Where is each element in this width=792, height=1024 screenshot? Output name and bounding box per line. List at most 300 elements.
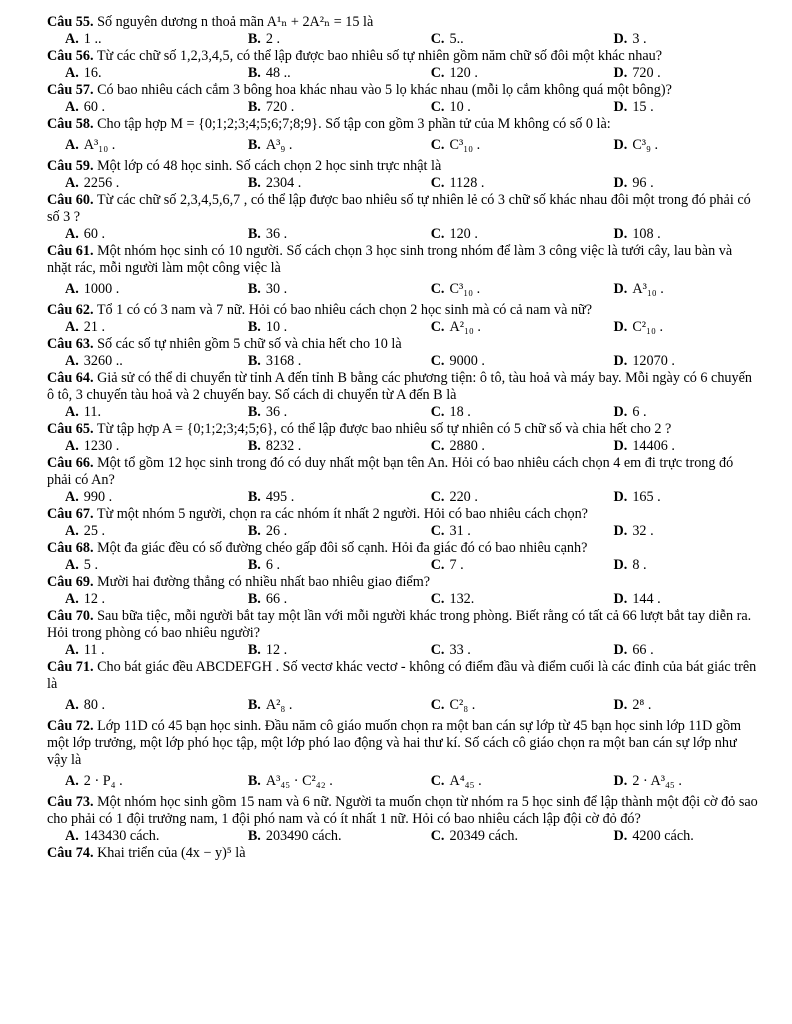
options-row xyxy=(47,353,759,370)
option-value: 18 . xyxy=(449,404,471,420)
option-value: 2 · A³₄₅ . xyxy=(632,773,682,789)
answer-option[interactable] xyxy=(47,591,230,608)
answer-option[interactable] xyxy=(230,438,413,455)
options-row xyxy=(47,693,759,718)
options-row xyxy=(47,642,759,659)
question xyxy=(47,794,759,845)
answer-option[interactable] xyxy=(413,226,596,243)
option-letter: C. xyxy=(430,281,445,297)
option-value: 165 . xyxy=(632,489,661,505)
option-letter: C. xyxy=(430,404,445,420)
option-letter: D. xyxy=(613,773,628,789)
answer-option[interactable] xyxy=(47,769,230,794)
option-value: 60 . xyxy=(83,226,106,242)
option-value: 10 . xyxy=(265,319,288,335)
answer-option[interactable] xyxy=(47,133,230,158)
options-row xyxy=(47,99,759,116)
option-value: A⁴₄₅ . xyxy=(449,773,482,789)
question-body: Lớp 11D có 45 bạn học sinh. Đầu năm cô giáo muốn chọn ra một ban cán sự lớp từ 45 bạn học sinh lớp 11D gồm một lớp trưởng, một lớp phó học tập, một lớp phó lao động và hai thư kí. Số cách cô giáo chọn ra một ban cán sự lớp như vậy là xyxy=(47,718,742,768)
question-text xyxy=(47,158,759,175)
option-value: 96 . xyxy=(632,175,654,191)
option-value: 2304 . xyxy=(265,175,302,191)
option-value: 2 . xyxy=(265,31,281,47)
option-letter: C. xyxy=(430,99,445,115)
option-value: 1128 . xyxy=(449,175,485,191)
option-letter: D. xyxy=(613,404,628,420)
question-number: Câu 61. xyxy=(47,243,94,259)
option-value: 120 . xyxy=(449,226,478,242)
option-letter: D. xyxy=(613,557,628,573)
option-letter: D. xyxy=(613,697,628,713)
answer-option[interactable] xyxy=(413,404,596,421)
answer-option[interactable] xyxy=(596,591,759,608)
question xyxy=(47,243,759,302)
option-value: C²₁₀ . xyxy=(632,319,664,335)
question xyxy=(47,14,759,48)
answer-option[interactable] xyxy=(413,353,596,370)
question-body: Cho tập hợp M = {0;1;2;3;4;5;6;7;8;9}. Số tập con gồm 3 phần tử của M không có số 0 là: xyxy=(97,116,611,132)
answer-option[interactable] xyxy=(230,489,413,506)
option-value: 220 . xyxy=(449,489,478,505)
option-value: 9000 . xyxy=(449,353,485,369)
answer-option[interactable] xyxy=(47,828,230,845)
question xyxy=(47,302,759,336)
answer-option[interactable] xyxy=(596,226,759,243)
question-text xyxy=(47,540,759,557)
option-letter: C. xyxy=(430,137,445,153)
answer-option[interactable] xyxy=(230,693,413,718)
answer-option[interactable] xyxy=(47,65,230,82)
option-letter: D. xyxy=(613,226,628,242)
option-value: 720 . xyxy=(265,99,295,115)
answer-option[interactable] xyxy=(413,523,596,540)
option-letter: D. xyxy=(613,319,628,335)
question-text xyxy=(47,608,759,642)
question-text xyxy=(47,718,759,769)
option-letter: B. xyxy=(247,828,261,844)
answer-option[interactable] xyxy=(413,591,596,608)
answer-option[interactable] xyxy=(596,438,759,455)
option-letter: B. xyxy=(247,319,261,335)
options-row xyxy=(47,523,759,540)
option-letter: D. xyxy=(613,828,628,844)
answer-option[interactable] xyxy=(47,404,230,421)
question-number: Câu 55. xyxy=(47,14,94,30)
option-letter: B. xyxy=(247,175,261,191)
answer-option[interactable] xyxy=(413,557,596,574)
options-row xyxy=(47,175,759,192)
option-value: 10 . xyxy=(449,99,471,115)
option-letter: C. xyxy=(430,31,445,47)
answer-option[interactable] xyxy=(596,557,759,574)
answer-option[interactable] xyxy=(413,31,596,48)
option-letter: A. xyxy=(65,226,79,242)
answer-option[interactable] xyxy=(47,319,230,336)
option-value: 6 . xyxy=(632,404,647,420)
option-value: 3260 .. xyxy=(83,353,123,369)
question xyxy=(47,192,759,243)
answer-option[interactable] xyxy=(47,175,230,192)
option-value: 21 . xyxy=(83,319,106,335)
option-value: 60 . xyxy=(83,99,106,115)
option-letter: A. xyxy=(65,489,79,505)
option-letter: C. xyxy=(430,175,445,191)
answer-option[interactable] xyxy=(413,828,596,845)
option-value: 12070 . xyxy=(632,353,675,369)
question xyxy=(47,574,759,608)
options-row xyxy=(47,557,759,574)
option-letter: A. xyxy=(65,137,79,153)
question-body: Từ các chữ số 1,2,3,4,5, có thể lập được bao nhiêu số tự nhiên gồm năm chữ số đôi một khác nhau? xyxy=(96,48,663,64)
question-body: Từ các chữ số 2,3,4,5,6,7 , có thể lập được bao nhiêu số tự nhiên lẻ có 3 chữ số khác nhau đôi một trong đó phải có số 3 ? xyxy=(47,192,751,225)
option-value: 144 . xyxy=(632,591,661,607)
question-text xyxy=(47,336,759,353)
question-body: Sau bữa tiệc, mỗi người bắt tay một lần với mỗi người khác trong phòng. Biết rằng có tất cả 66 lượt bắt tay diễn ra. Hỏi trong phòng có bao nhiêu người? xyxy=(47,608,752,641)
option-letter: B. xyxy=(247,438,261,454)
option-value: 132. xyxy=(449,591,475,607)
option-value: C²₈ . xyxy=(449,697,476,713)
answer-option[interactable] xyxy=(596,642,759,659)
option-letter: D. xyxy=(613,489,628,505)
question-body: Một nhóm học sinh gồm 15 nam và 6 nữ. Người ta muốn chọn từ nhóm ra 5 học sinh để lập thành một đội cờ đỏ sao cho phải có 1 đội trưởng nam, 1 đội phó nam và có ít nhất 1 nữ. Hỏi có bao nhiêu cách lập đội cờ đỏ đó? xyxy=(47,794,758,827)
answer-option[interactable] xyxy=(47,489,230,506)
option-value: 5 . xyxy=(83,557,98,573)
question-body: Số nguyên dương n thoả mãn A¹ₙ + 2A²ₙ = 15 là xyxy=(97,14,374,30)
answer-option[interactable] xyxy=(413,99,596,116)
question-body: Từ tập hợp A = {0;1;2;3;4;5;6}, có thể lập được bao nhiêu số tự nhiên có 5 chữ số và chia hết cho 2 ? xyxy=(96,421,672,437)
question-body: Một nhóm học sinh có 10 người. Số cách chọn 3 học sinh trong nhóm để làm 3 công việc là tưới cây, lau bàn và nhặt rác, mỗi người làm một công việc là xyxy=(47,243,733,276)
answer-option[interactable] xyxy=(230,31,413,48)
question xyxy=(47,82,759,116)
answer-option[interactable] xyxy=(413,133,596,158)
option-value: 1 .. xyxy=(83,31,102,47)
question-number: Câu 60. xyxy=(47,192,94,208)
question-number: Câu 69. xyxy=(47,574,94,590)
option-value: 203490 cách. xyxy=(265,828,342,844)
question-text xyxy=(47,574,759,591)
option-letter: B. xyxy=(247,404,261,420)
answer-option[interactable] xyxy=(413,319,596,336)
answer-option[interactable] xyxy=(230,557,413,574)
question-body: Từ một nhóm 5 người, chọn ra các nhóm ít nhất 2 người. Hỏi có bao nhiêu cách chọn? xyxy=(96,506,588,522)
option-value: C³₁₀ . xyxy=(449,281,481,297)
answer-option[interactable] xyxy=(47,31,230,48)
option-value: 25 . xyxy=(83,523,106,539)
option-value: 12 . xyxy=(265,642,288,658)
answer-option[interactable] xyxy=(413,489,596,506)
question-text xyxy=(47,82,759,99)
answer-option[interactable] xyxy=(230,828,413,845)
answer-option[interactable] xyxy=(596,319,759,336)
question-number: Câu 62. xyxy=(47,302,94,318)
option-value: 33 . xyxy=(449,642,471,658)
question-number: Câu 68. xyxy=(47,540,94,556)
answer-option[interactable] xyxy=(230,642,413,659)
option-value: 31 . xyxy=(449,523,471,539)
options-row xyxy=(47,226,759,243)
option-value: 11. xyxy=(83,404,102,420)
options-row xyxy=(47,31,759,48)
option-value: 495 . xyxy=(265,489,295,505)
answer-option[interactable] xyxy=(47,99,230,116)
option-value: 990 . xyxy=(83,489,113,505)
question xyxy=(47,659,759,718)
option-letter: B. xyxy=(247,65,261,81)
answer-option[interactable] xyxy=(596,523,759,540)
answer-option[interactable] xyxy=(413,438,596,455)
question xyxy=(47,506,759,540)
option-letter: D. xyxy=(613,65,628,81)
option-value: A²₁₀ . xyxy=(449,319,481,335)
answer-option[interactable] xyxy=(47,353,230,370)
option-value: C³₉ . xyxy=(632,137,659,153)
option-letter: B. xyxy=(247,642,261,658)
answer-option[interactable] xyxy=(230,175,413,192)
question-number: Câu 63. xyxy=(47,336,94,352)
option-letter: C. xyxy=(430,523,445,539)
answer-option[interactable] xyxy=(413,175,596,192)
option-value: 66 . xyxy=(632,642,654,658)
option-letter: D. xyxy=(613,591,628,607)
answer-option[interactable] xyxy=(596,65,759,82)
option-letter: D. xyxy=(613,642,628,658)
question-number: Câu 64. xyxy=(47,370,94,386)
question xyxy=(47,116,759,158)
answer-option[interactable] xyxy=(230,319,413,336)
option-value: 720 . xyxy=(632,65,661,81)
question-number: Câu 72. xyxy=(47,718,94,734)
option-letter: C. xyxy=(430,697,445,713)
answer-option[interactable] xyxy=(230,523,413,540)
option-letter: B. xyxy=(247,31,261,47)
answer-option[interactable] xyxy=(596,489,759,506)
option-value: A³₄₅ · C²₄₂ . xyxy=(265,773,333,789)
answer-option[interactable] xyxy=(47,523,230,540)
question-number: Câu 57. xyxy=(47,82,94,98)
answer-option[interactable] xyxy=(413,642,596,659)
question xyxy=(47,540,759,574)
question-body: Một lớp có 48 học sinh. Số cách chọn 2 học sinh trực nhật là xyxy=(97,158,442,174)
option-value: 5.. xyxy=(449,31,464,47)
option-letter: A. xyxy=(65,523,79,539)
options-row xyxy=(47,277,759,302)
option-value: 6 . xyxy=(265,557,281,573)
question-text xyxy=(47,302,759,319)
question-number: Câu 58. xyxy=(47,116,94,132)
option-value: 36 . xyxy=(265,404,288,420)
answer-option[interactable] xyxy=(596,31,759,48)
option-letter: B. xyxy=(247,557,261,573)
option-value: 36 . xyxy=(265,226,288,242)
question-text xyxy=(47,14,759,31)
question xyxy=(47,48,759,82)
option-letter: A. xyxy=(65,175,79,191)
options-row xyxy=(47,769,759,794)
question-body: Mười hai đường thẳng có nhiều nhất bao nhiêu giao điểm? xyxy=(97,574,431,590)
answer-option[interactable] xyxy=(230,133,413,158)
answer-option[interactable] xyxy=(413,277,596,302)
answer-option[interactable] xyxy=(596,828,759,845)
option-letter: C. xyxy=(430,489,445,505)
option-value: A³₁₀ . xyxy=(632,281,664,297)
question-text xyxy=(47,794,759,828)
option-value: 20349 cách. xyxy=(449,828,519,844)
question-text xyxy=(47,370,759,404)
option-value: 1000 . xyxy=(83,281,120,297)
option-value: 12 . xyxy=(83,591,106,607)
question xyxy=(47,336,759,370)
option-letter: C. xyxy=(430,828,445,844)
option-letter: D. xyxy=(613,31,628,47)
question-body: Một tổ gồm 12 học sinh trong đó có duy nhất một bạn tên An. Hỏi có bao nhiêu cách chọn 4 em đi trực trong đó phải có An? xyxy=(47,455,734,488)
answer-option[interactable] xyxy=(47,438,230,455)
question-number: Câu 65. xyxy=(47,421,94,437)
question-text xyxy=(47,455,759,489)
question-number: Câu 59. xyxy=(47,158,94,174)
option-letter: D. xyxy=(613,438,628,454)
question-text xyxy=(47,116,759,133)
answer-option[interactable] xyxy=(230,404,413,421)
answer-option[interactable] xyxy=(47,226,230,243)
answer-option[interactable] xyxy=(596,693,759,718)
question-body: Khai triển của (4x − y)⁵ là xyxy=(97,845,246,861)
question-body: Tổ 1 có có 3 nam và 7 nữ. Hỏi có bao nhiêu cách chọn 2 học sinh mà có cả nam và nữ? xyxy=(96,302,593,318)
question-text xyxy=(47,421,759,438)
option-value: 108 . xyxy=(632,226,661,242)
question-body: Giả sử có thể di chuyển từ tỉnh A đến tỉnh B bằng các phương tiện: ô tô, tàu hoả và máy bay. Mỗi ngày có 6 chuyến ô tô, 3 chuyến tàu hoả và 2 chuyến bay. Số cách di chuyển từ A đến B là xyxy=(47,370,753,403)
question-body: Có bao nhiêu cách cắm 3 bông hoa khác nhau vào 5 lọ khác nhau (mỗi lọ cắm không quá một bông)? xyxy=(97,82,672,98)
option-value: C³₁₀ . xyxy=(449,137,481,153)
option-letter: D. xyxy=(613,353,628,369)
option-letter: A. xyxy=(65,99,79,115)
answer-option[interactable] xyxy=(596,353,759,370)
answer-option[interactable] xyxy=(230,99,413,116)
answer-option[interactable] xyxy=(596,99,759,116)
question xyxy=(47,455,759,506)
option-value: 15 . xyxy=(632,99,654,115)
options-row xyxy=(47,828,759,845)
answer-option[interactable] xyxy=(413,65,596,82)
answer-option[interactable] xyxy=(230,277,413,302)
question-number: Câu 70. xyxy=(47,608,94,624)
option-value: 32 . xyxy=(632,523,654,539)
option-value: 120 . xyxy=(449,65,478,81)
options-row xyxy=(47,319,759,336)
option-letter: B. xyxy=(247,137,261,153)
option-letter: A. xyxy=(65,281,79,297)
option-value: 1230 . xyxy=(83,438,120,454)
options-row xyxy=(47,65,759,82)
question xyxy=(47,158,759,192)
option-letter: A. xyxy=(65,404,79,420)
option-value: 4200 cách. xyxy=(632,828,694,844)
answer-option[interactable] xyxy=(596,277,759,302)
options-row xyxy=(47,591,759,608)
answer-option[interactable] xyxy=(47,557,230,574)
option-letter: B. xyxy=(247,353,261,369)
option-letter: C. xyxy=(430,438,445,454)
answer-option[interactable] xyxy=(413,769,596,794)
option-letter: D. xyxy=(613,523,628,539)
option-letter: C. xyxy=(430,557,445,573)
option-value: 30 . xyxy=(265,281,288,297)
option-letter: A. xyxy=(65,697,79,713)
question-number: Câu 66. xyxy=(47,455,94,471)
question-number: Câu 67. xyxy=(47,506,94,522)
options-row xyxy=(47,489,759,506)
option-letter: A. xyxy=(65,353,79,369)
option-value: 11 . xyxy=(83,642,105,658)
option-value: A³₁₀ . xyxy=(83,137,116,153)
option-letter: B. xyxy=(247,591,261,607)
answer-option[interactable] xyxy=(596,175,759,192)
option-value: 2 · P₄ . xyxy=(83,773,123,789)
option-value: 2880 . xyxy=(449,438,485,454)
option-value: 3168 . xyxy=(265,353,302,369)
answer-option[interactable] xyxy=(230,353,413,370)
option-letter: D. xyxy=(613,281,628,297)
question xyxy=(47,718,759,794)
question-text xyxy=(47,659,759,693)
option-letter: C. xyxy=(430,591,445,607)
option-letter: B. xyxy=(247,697,261,713)
answer-option[interactable] xyxy=(230,226,413,243)
question xyxy=(47,370,759,421)
options-row xyxy=(47,438,759,455)
option-letter: D. xyxy=(613,137,628,153)
option-value: 80 . xyxy=(83,697,106,713)
option-value: 48 .. xyxy=(265,65,291,81)
option-value: 8232 . xyxy=(265,438,302,454)
question-text xyxy=(47,48,759,65)
option-letter: A. xyxy=(65,828,79,844)
option-letter: C. xyxy=(430,773,445,789)
question xyxy=(47,845,759,862)
option-value: 7 . xyxy=(449,557,464,573)
answer-option[interactable] xyxy=(47,693,230,718)
option-letter: C. xyxy=(430,642,445,658)
answer-option[interactable] xyxy=(230,769,413,794)
option-letter: D. xyxy=(613,175,628,191)
answer-option[interactable] xyxy=(230,591,413,608)
question-text xyxy=(47,506,759,523)
answer-option[interactable] xyxy=(230,65,413,82)
answer-option[interactable] xyxy=(596,133,759,158)
option-value: 2⁸ . xyxy=(632,697,652,713)
option-letter: B. xyxy=(247,281,261,297)
answer-option[interactable] xyxy=(47,277,230,302)
answer-option[interactable] xyxy=(596,769,759,794)
answer-option[interactable] xyxy=(47,642,230,659)
option-value: A³₉ . xyxy=(265,137,293,153)
exam-document xyxy=(47,14,759,862)
options-row xyxy=(47,404,759,421)
option-value: 2256 . xyxy=(83,175,120,191)
option-letter: B. xyxy=(247,773,261,789)
option-value: A²₈ . xyxy=(265,697,293,713)
question xyxy=(47,421,759,455)
answer-option[interactable] xyxy=(596,404,759,421)
option-value: 66 . xyxy=(265,591,288,607)
option-letter: A. xyxy=(65,31,79,47)
option-letter: A. xyxy=(65,642,79,658)
answer-option[interactable] xyxy=(413,693,596,718)
question-text xyxy=(47,192,759,226)
option-value: 26 . xyxy=(265,523,288,539)
option-letter: C. xyxy=(430,319,445,335)
option-value: 143430 cách. xyxy=(83,828,160,844)
option-letter: D. xyxy=(613,99,628,115)
